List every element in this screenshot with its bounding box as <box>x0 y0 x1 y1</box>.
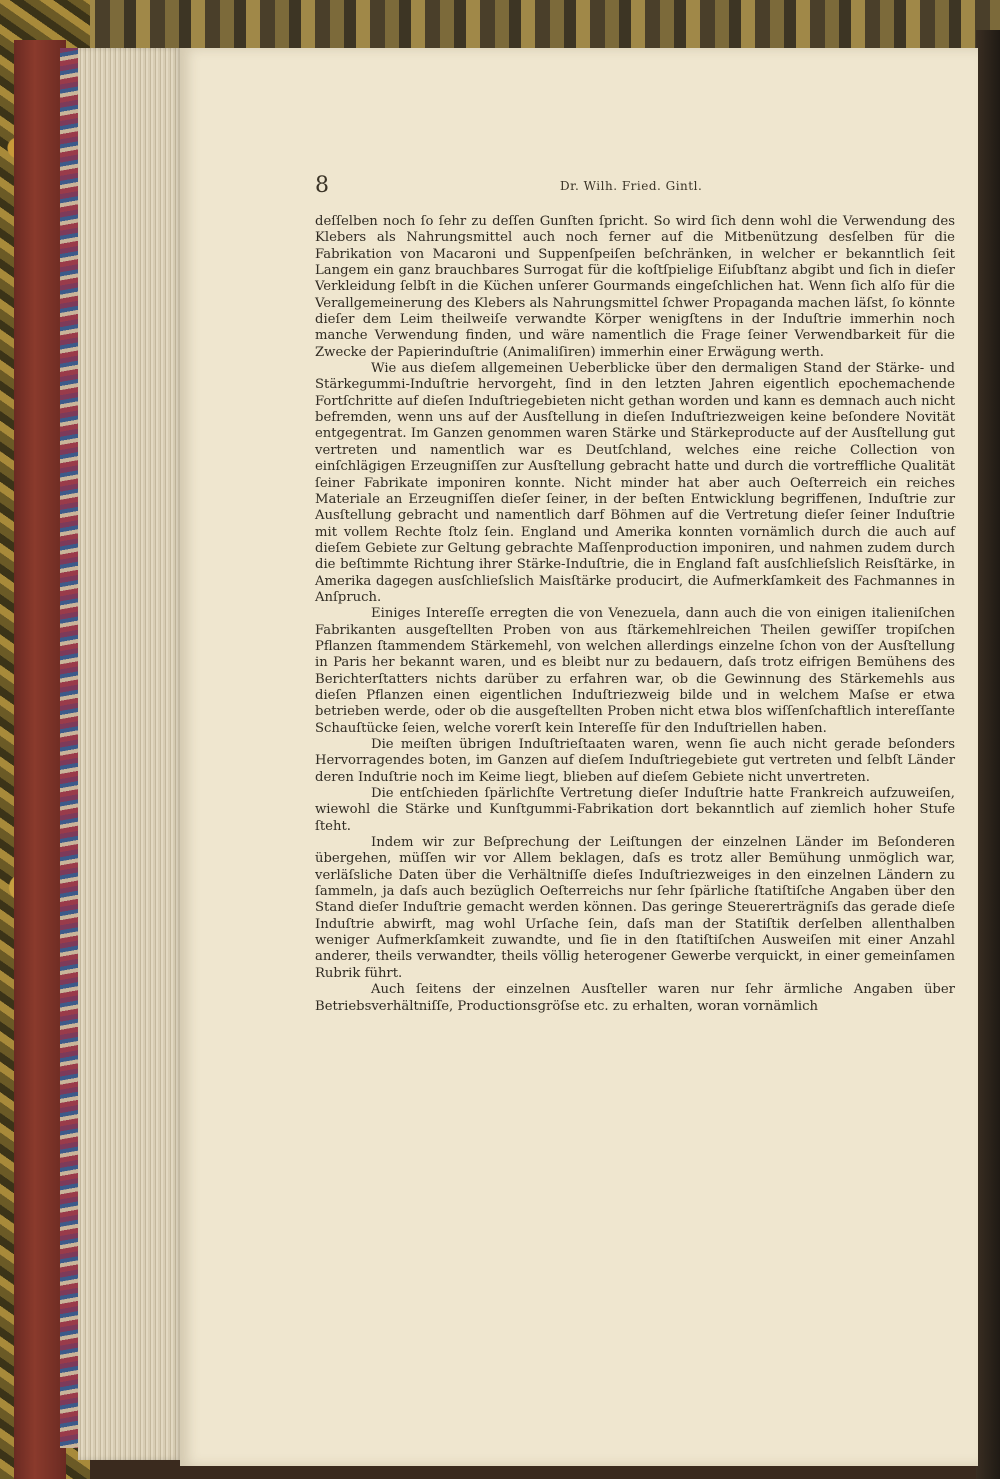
paragraph: Einiges Intereſſe erregten die von Venezuela, dann auch die von einigen italieniſchen Fabrikanten ausgeſtellten Proben von aus ſtärkemehlreichen Theilen gewiſſer tropiſchen Pflanzen ſtammendem Stärkemehl, von welchen allerdings einzelne ſchon von der Ausſtellung in Paris her bekannt waren, und es bleibt nur zu bedauern, daſs trotz eifrigen Bemühens des Berichterſtatters nichts darüber zu erfahren war, ob die Gewinnung des Stärkemehls aus dieſen Pflanzen einen eigentlichen Induſtriezweig bilde und in welchem Maſse er etwa betrieben werde, oder ob die ausgeſtellten Proben nicht etwa blos wiſſenſchaftlich intereſſante Schauſtücke ſeien, welche vorerſt kein Intereſſe für den Induſtriellen haben. <box>315 606 955 736</box>
paragraph: Wie aus dieſem allgemeinen Ueberblicke über den dermaligen Stand der Stärke- und Stärkegummi-Induſtrie hervorgeht, ſind in den letzten Jahren eigentlich epochemachende Fortſchritte auf dieſen Induſtriegebieten nicht gethan worden und kann es demnach auch nicht befremden, wenn uns auf der Ausſtellung in dieſen Induſtriezweigen keine beſondere Novität entgegentrat. Im Ganzen genommen waren Stärke und Stärkeproducte auf der Ausſtellung gut vertreten und namentlich war es Deutſchland, welches eine reiche Collection von einſchlägigen Erzeugniſſen zur Ausſtellung gebracht hatte und durch die vortreffliche Qualität ſeiner Fabrikate imponiren konnte. Nicht minder hat aber auch Oeſterreich ein reiches Materiale an Erzeugniſſen dieſer ſeiner, in der beſten Entwicklung begriffenen, Induſtrie zur Ausſtellung gebracht und namentlich darf Böhmen auf die Vertretung dieſer ſeiner Induſtrie mit vollem Rechte ſtolz ſein. England und Amerika konnten vornämlich durch die auch auf dieſem Gebiete zur Geltung gebrachte Maſſenproduction imponiren, und nahmen zudem durch die beſtimmte Richtung ihrer Stärke-Induſtrie, die in England faſt ausſchlieſslich Reisſtärke, in Amerika dagegen ausſchlieſslich Maisſtärke producirt, die Aufmerkſamkeit des Fachmannes in Anſpruch. <box>315 361 955 605</box>
book-cover-top <box>0 0 1000 48</box>
paragraph: Die entſchieden ſpärlichſte Vertretung dieſer Induſtrie hatte Frankreich aufzuweiſen, wiewohl die Stärke und Kunſtgummi-Fabrikation dort bekanntlich auf ziemlich hoher Stufe ſteht. <box>315 786 955 834</box>
book-right-edge <box>976 30 1000 1479</box>
paragraph: Die meiſten übrigen Induſtrieſtaaten waren, wenn ſie auch nicht gerade beſonders Hervorragendes boten, im Ganzen auf dieſem Induſtriegebiete gut vertreten und ſelbſt Länder deren Induſtrie noch im Keime liegt, blieben auf dieſem Gebiete nicht unvertreten. <box>315 737 955 785</box>
book-page <box>180 48 978 1466</box>
page-number: 8 <box>315 173 329 198</box>
body-text <box>315 214 955 1015</box>
running-head: Dr. Wilh. Fried. Gintl. <box>560 179 703 193</box>
paragraph: deſſelben noch ſo ſehr zu deſſen Gunſten ſpricht. So wird ſich denn wohl die Verwendung des Klebers als Nahrungsmittel auch noch ferner auf die Mitbenützung desſelben für die Fabrikation von Macaroni und Suppenſpeiſen beſchränken, in welcher er bekanntlich ſeit Langem ein ganz brauchbares Surrogat für die koſtſpielige Eiſubſtanz abgibt und ſich in dieſer Verkleidung ſelbſt in die Küchen unſerer Gourmands eingeſchlichen hat. Wenn ſich alſo für die Verallgemeinerung des Klebers als Nahrungsmittel ſchwer Propaganda machen läſst, ſo könnte dieſer dem Leim theilweiſe verwandte Körper wenigſtens in der Induſtrie immerhin noch manche Verwendung finden, und wäre namentlich die Frage ſeiner Verwendbarkeit für die Zwecke der Papierinduſtrie (Animaliſiren) immerhin einer Erwägung werth. <box>315 214 955 360</box>
paragraph: Auch ſeitens der einzelnen Ausſteller waren nur ſehr ärmliche Angaben über Betriebsverhältniſſe, Productionsgröſse etc. zu erhalten, woran vornämlich <box>315 982 955 1014</box>
paragraph: Indem wir zur Beſprechung der Leiſtungen der einzelnen Länder im Beſonderen übergehen, müſſen wir vor Allem beklagen, daſs es trotz aller Bemühung unmöglich war, verläſsliche Daten über die Verhältniſſe dieſes Induſtriezweiges in den einzelnen Ländern zu ſammeln, ja daſs auch bezüglich Oeſterreichs nur ſehr ſpärliche ſtatiſtiſche Angaben über den Stand dieſer Induſtrie gemacht werden können. Das geringe Steuererträgniſs das gerade dieſe Induſtrie abwirft, mag wohl Urſache ſein, daſs man der Statiſtik derſelben allenthalben weniger Aufmerkſamkeit zuwandte, und ſie in den ſtatiſtiſchen Ausweiſen mit einer Anzahl anderer, theils verwandter, theils völlig heterogener Gewerbe verquickt, in einer gemeinſamen Rubrik führt. <box>315 835 955 981</box>
book-spine-leather <box>14 40 66 1479</box>
page-stack-edge <box>78 48 182 1460</box>
